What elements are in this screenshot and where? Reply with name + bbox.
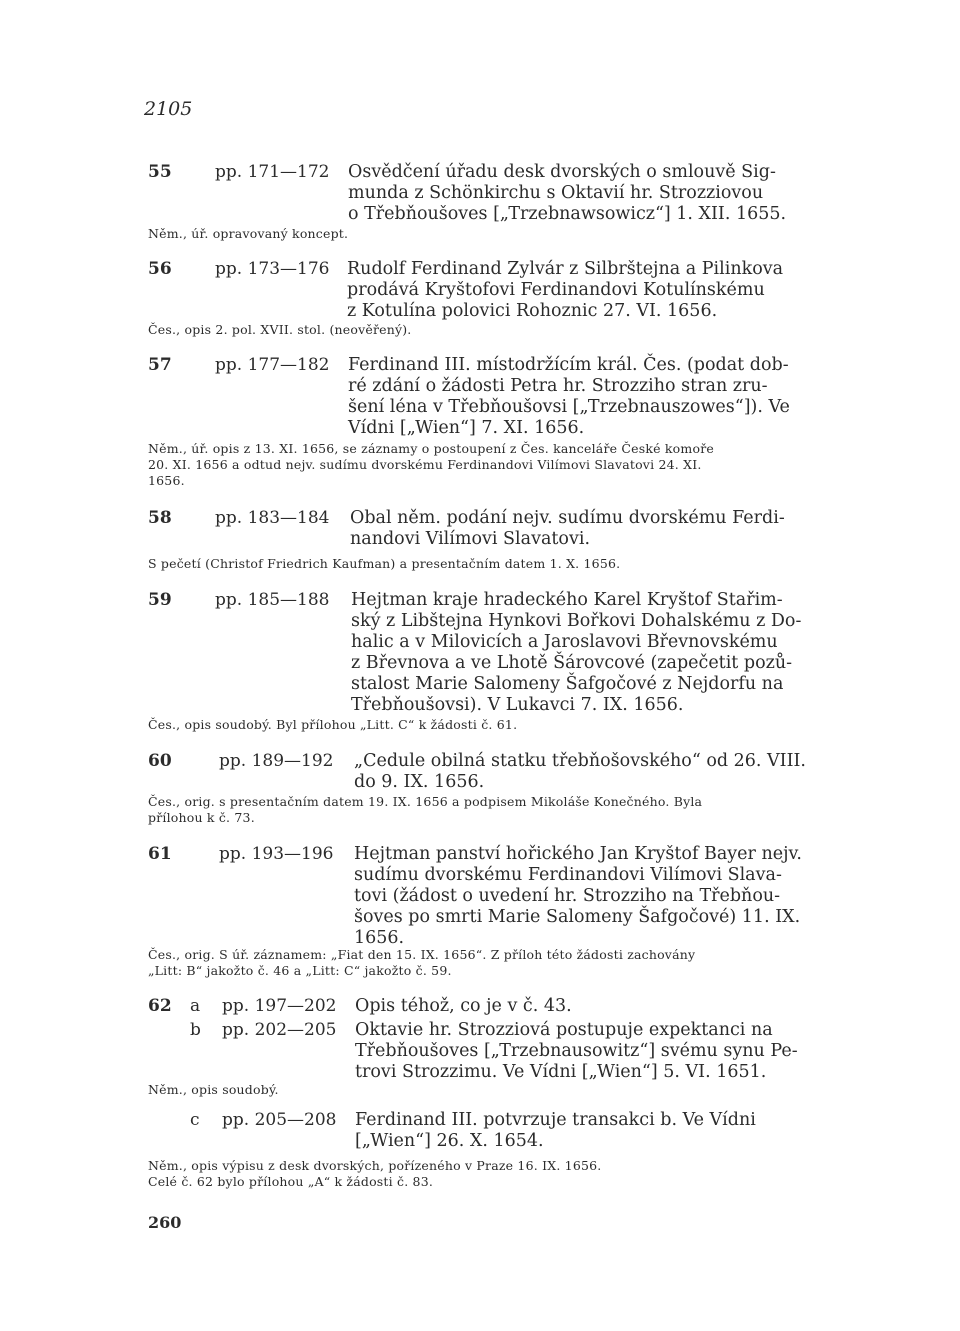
note-line: 20. XI. 1656 a odtud nejv. sudímu dvorskému Ferdinandovi Vilímovi Slavatovi 24. XI. xyxy=(148,457,702,472)
text-line: Vídni [„Wien“] 7. XI. 1656. xyxy=(348,418,585,438)
note-line: Čes., orig. s presentačním datem 19. IX. 1656 a podpisem Mikoláše Konečného. Byla xyxy=(148,794,703,809)
entry-pages: pp. 205—208 xyxy=(222,1110,337,1130)
note-line: Čes., opis soudobý. Byl přílohou „Litt. C“ k žádosti č. 61. xyxy=(148,717,518,732)
text-line: z Břevnova a ve Lhotě Šárovcové (zapečetit pozů- xyxy=(351,653,793,673)
text-line: Ferdinand III. potvrzuje transakci b. Ve Vídni xyxy=(355,1110,756,1130)
entry-number: 61 xyxy=(148,844,172,864)
entry-pages: pp. 202—205 xyxy=(222,1020,337,1040)
entry-pages: pp. 185—188 xyxy=(215,590,330,610)
entry-number: 55 xyxy=(148,162,172,182)
text-line: ré zdání o žádosti Petra hr. Strozziho stran zru- xyxy=(348,376,768,396)
text-line: Ferdinand III. místodržícím král. Čes. (podat dob- xyxy=(348,355,789,375)
text-line: munda z Schönkirchu s Oktavií hr. Strozziovou xyxy=(348,183,764,203)
text-line: 1656. xyxy=(354,928,405,948)
entry-text xyxy=(354,844,802,949)
entry-number: 57 xyxy=(148,355,172,375)
text-line: Opis téhož, co je v č. 43. xyxy=(355,996,572,1016)
note-line: Něm., opis výpisu z desk dvorských, pořízeného v Praze 16. IX. 1656. xyxy=(148,1158,602,1173)
text-line: „Cedule obilná statku třebňošovského“ od 26. VIII. xyxy=(354,751,806,771)
text-line: Hejtman panství hořického Jan Kryštof Bayer nejv. xyxy=(354,844,802,864)
entry-note xyxy=(148,322,411,338)
entry-note xyxy=(148,441,714,489)
entry-text xyxy=(351,590,801,716)
note-line: „Litt: B“ jakožto č. 46 a „Litt: C“ jakožto č. 59. xyxy=(148,963,452,978)
text-line: Obal něm. podání nejv. sudímu dvorskému Ferdi- xyxy=(350,508,785,528)
text-line: Hejtman kraje hradeckého Karel Kryštof Stařim- xyxy=(351,590,783,610)
entry-note xyxy=(148,556,620,572)
note-line: Čes., orig. S úř. záznamem: „Fiat den 15. IX. 1656“. Z příloh této žádosti zachovány xyxy=(148,947,696,962)
text-line: Oktavie hr. Strozziová postupuje expektanci na xyxy=(355,1020,773,1040)
entry-text xyxy=(355,996,572,1017)
entry-note xyxy=(148,1158,601,1190)
sub-entry-letter: b xyxy=(190,1020,201,1040)
text-line: trovi Strozzimu. Ve Vídni [„Wien“] 5. VI. 1651. xyxy=(355,1062,767,1082)
entry-note xyxy=(148,226,348,242)
entry-pages: pp. 173—176 xyxy=(215,259,330,279)
entry-note xyxy=(148,794,702,826)
entry-text xyxy=(348,355,790,439)
note-line: S pečetí (Christof Friedrich Kaufman) a presentačním datem 1. X. 1656. xyxy=(148,556,621,571)
entry-number: 56 xyxy=(148,259,172,279)
text-line: sudímu dvorskému Ferdinandovi Vilímovi Slava- xyxy=(354,865,782,885)
entry-text xyxy=(355,1020,798,1083)
page-footer-number: 260 xyxy=(148,1213,182,1232)
note-line: Celé č. 62 bylo přílohou „A“ k žádosti č. 83. xyxy=(148,1174,434,1189)
text-line: Třebňoušovsi). V Lukavci 7. IX. 1656. xyxy=(351,695,684,715)
entry-text xyxy=(350,508,785,550)
entry-number: 60 xyxy=(148,751,172,771)
entry-text xyxy=(355,1110,756,1152)
text-line: Rudolf Ferdinand Zylvár z Silbrštejna a Pilinkova xyxy=(347,259,784,279)
entry-note xyxy=(148,947,695,979)
text-line: šoves po smrti Marie Salomeny Šafgočové) 11. IX. xyxy=(354,907,801,927)
entry-note xyxy=(148,1082,279,1098)
page-header-number: 2105 xyxy=(144,98,193,120)
note-line: Něm., úř. opis z 13. XI. 1656, se záznamy o postoupení z Čes. kanceláře České komoře xyxy=(148,441,714,456)
entry-pages: pp. 193—196 xyxy=(219,844,334,864)
entry-text xyxy=(354,751,806,793)
entry-pages: pp. 189—192 xyxy=(219,751,334,771)
sub-entry-letter: c xyxy=(190,1110,200,1130)
text-line: halic a v Milovicích a Jaroslavovi Břevnovskému xyxy=(351,632,778,652)
note-line: Něm., opis soudobý. xyxy=(148,1082,279,1097)
entry-text xyxy=(348,162,786,225)
note-line: Něm., úř. opravovaný koncept. xyxy=(148,226,349,241)
text-line: tovi (žádost o uvedení hr. Strozziho na Třebňou- xyxy=(354,886,781,906)
text-line: o Třebňoušoves [„Trzebnawsowicz“] 1. XII. 1655. xyxy=(348,204,787,224)
text-line: nandovi Vilímovi Slavatovi. xyxy=(350,529,591,549)
entry-pages: pp. 171—172 xyxy=(215,162,330,182)
entry-pages: pp. 197—202 xyxy=(222,996,337,1016)
note-line: přílohou k č. 73. xyxy=(148,810,255,825)
note-line: 1656. xyxy=(148,473,185,488)
entry-number: 62 xyxy=(148,996,172,1016)
entry-number: 59 xyxy=(148,590,172,610)
text-line: šení léna v Třebňoušovsi [„Trzebnauszowes“]). Ve xyxy=(348,397,790,417)
text-line: Třebňoušoves [„Trzebnausowitz“] svému synu Pe- xyxy=(355,1041,798,1061)
entry-text xyxy=(347,259,783,322)
entry-pages: pp. 183—184 xyxy=(215,508,330,528)
note-line: Čes., opis 2. pol. XVII. stol. (neověřený). xyxy=(148,322,412,337)
text-line: z Kotulína polovici Rohoznic 27. VI. 1656. xyxy=(347,301,718,321)
sub-entry-letter: a xyxy=(190,996,201,1016)
text-line: [„Wien“] 26. X. 1654. xyxy=(355,1131,544,1151)
entry-note xyxy=(148,717,517,733)
text-line: stalost Marie Salomeny Šafgočové z Nejdorfu na xyxy=(351,674,784,694)
text-line: Osvědčení úřadu desk dvorských o smlouvě Sig- xyxy=(348,162,776,182)
text-line: do 9. IX. 1656. xyxy=(354,772,485,792)
text-line: ský z Libštejna Hynkovi Bořkovi Dohalskému z Do- xyxy=(351,611,802,631)
text-line: prodává Kryštofovi Ferdinandovi Kotulínskému xyxy=(347,280,765,300)
entry-number: 58 xyxy=(148,508,172,528)
entry-pages: pp. 177—182 xyxy=(215,355,330,375)
